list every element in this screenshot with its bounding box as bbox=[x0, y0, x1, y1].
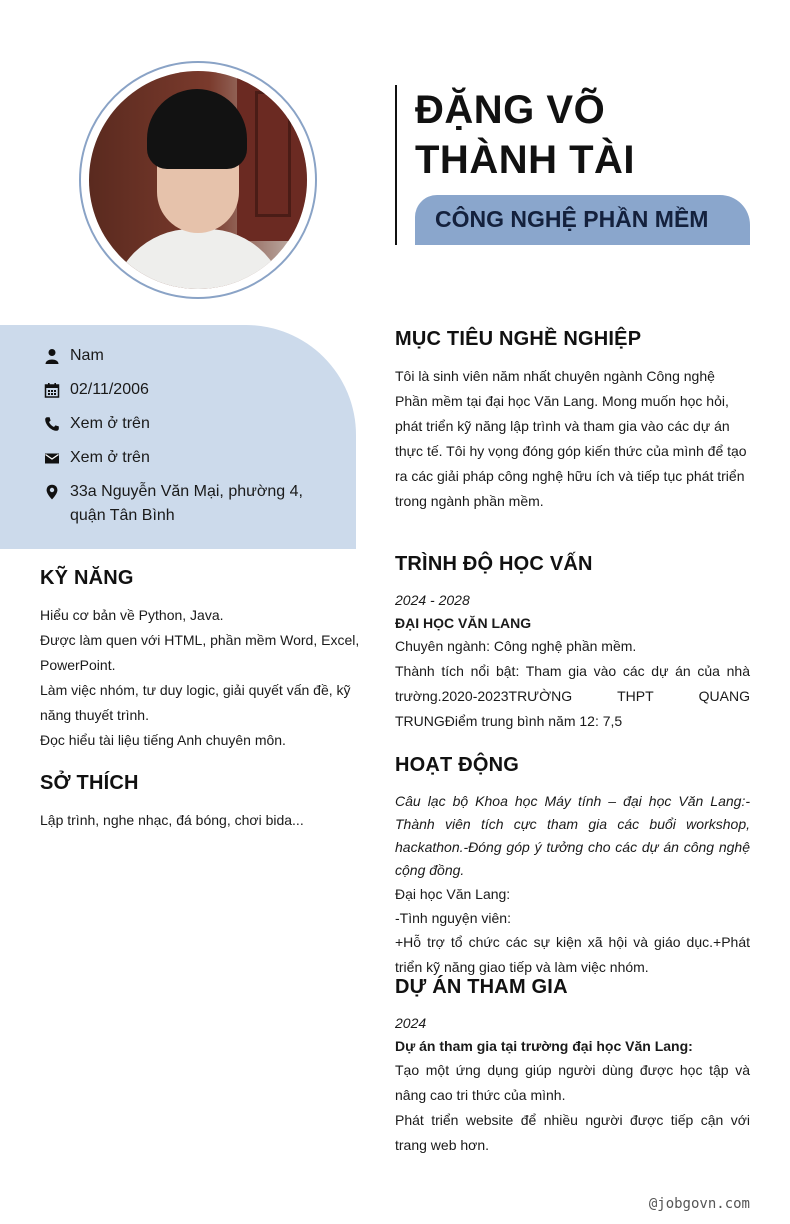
full-name: ĐẶNG VÕ THÀNH TÀI bbox=[415, 88, 636, 182]
calendar-icon bbox=[44, 382, 60, 398]
avatar bbox=[79, 61, 317, 299]
skills-title: KỸ NĂNG bbox=[40, 567, 134, 589]
objective-text: Tôi là sinh viên năm nhất chuyên ngành Công nghệ Phần mềm tại đại học Văn Lang. Mong muốn học hỏi, phát triển kỹ năng lập trình và tham gia vào các dự án thực tế. Tôi hy vọng đóng góp kiến thức của mình để tạo ra các giải pháp công nghệ hữu ích và tiếp tục phát triển trong ngành phần mềm. bbox=[395, 368, 747, 509]
address-line1: 33a Nguyễn Văn Mại, phường 4, bbox=[70, 483, 303, 500]
projects-line: Tạo một ứng dụng giúp người dùng được học tập và nâng cao tri thức của mình. bbox=[395, 1062, 750, 1103]
phone-icon bbox=[44, 416, 60, 432]
activities-line: Đại học Văn Lang: bbox=[395, 886, 511, 902]
address-line2: quận Tân Bình bbox=[70, 507, 175, 524]
skills-list bbox=[40, 603, 360, 753]
activities-club: Câu lạc bộ Khoa học Máy tính – đại học Văn Lang:-Thành viên tích cực tham gia các buổi workshop, hackathon.-Đóng góp ý tưởng cho các dự án công nghệ cộng đồng. bbox=[395, 793, 750, 878]
hobbies-title: SỞ THÍCH bbox=[40, 772, 139, 794]
phone-value: Xem ở trên bbox=[70, 415, 150, 432]
projects-line: Phát triển website để nhiều người được tiếp cận với trang web hơn. bbox=[395, 1112, 750, 1153]
projects-heading: Dự án tham gia tại trường đại học Văn Lang: bbox=[395, 1038, 693, 1054]
name-block bbox=[395, 85, 752, 245]
hobbies-text: Lập trình, nghe nhạc, đá bóng, chơi bida... bbox=[40, 812, 304, 828]
skill-line: Làm việc nhóm, tư duy logic, giải quyết vấn đề, kỹ bbox=[40, 682, 351, 698]
location-icon bbox=[44, 484, 60, 500]
education-achievement: Thành tích nổi bật: Tham gia vào các dự án của nhà trường.2020-2023TRƯỜNG THPT QUANG TRUNGĐiểm trung bình năm 12: 7,5 bbox=[395, 663, 750, 729]
projects-year: 2024 bbox=[395, 1015, 427, 1031]
email-value: Xem ở trên bbox=[70, 449, 150, 466]
activities-line: -Tình nguyện viên: bbox=[395, 910, 511, 926]
skill-line: Được làm quen với HTML, phần mềm Word, Excel, bbox=[40, 632, 360, 648]
education-period: 2024 - 2028 bbox=[395, 592, 470, 608]
projects-title: DỰ ÁN THAM GIA bbox=[395, 976, 568, 998]
profile-photo bbox=[89, 71, 307, 289]
footer-watermark: @jobgovn.com bbox=[648, 1196, 750, 1212]
education-body bbox=[395, 588, 750, 734]
skill-line: Đọc hiểu tài liệu tiếng Anh chuyên môn. bbox=[40, 732, 286, 748]
birthday-value: 02/11/2006 bbox=[70, 381, 149, 398]
education-title: TRÌNH ĐỘ HỌC VẤN bbox=[395, 553, 593, 575]
skill-line: PowerPoint. bbox=[40, 657, 116, 673]
person-icon bbox=[44, 348, 60, 364]
education-school: ĐẠI HỌC VĂN LANG bbox=[395, 615, 532, 631]
objective-title: MỤC TIÊU NGHỀ NGHIỆP bbox=[395, 328, 642, 350]
role-title: CÔNG NGHỆ PHẦN MỀM bbox=[435, 206, 709, 232]
role-badge bbox=[415, 195, 750, 245]
gender-value: Nam bbox=[70, 347, 104, 364]
activities-title: HOẠT ĐỘNG bbox=[395, 754, 520, 776]
mail-icon bbox=[44, 450, 60, 466]
activities-body bbox=[395, 790, 750, 980]
education-major: Chuyên ngành: Công nghệ phần mềm. bbox=[395, 638, 637, 654]
activities-line: +Hỗ trợ tổ chức các sự kiện xã hội và giáo dục.+Phát triển kỹ năng giao tiếp và làm việc nhóm. bbox=[395, 934, 750, 975]
projects-body bbox=[395, 1012, 750, 1158]
skill-line: năng thuyết trình. bbox=[40, 707, 149, 723]
skill-line: Hiểu cơ bản về Python, Java. bbox=[40, 607, 224, 623]
